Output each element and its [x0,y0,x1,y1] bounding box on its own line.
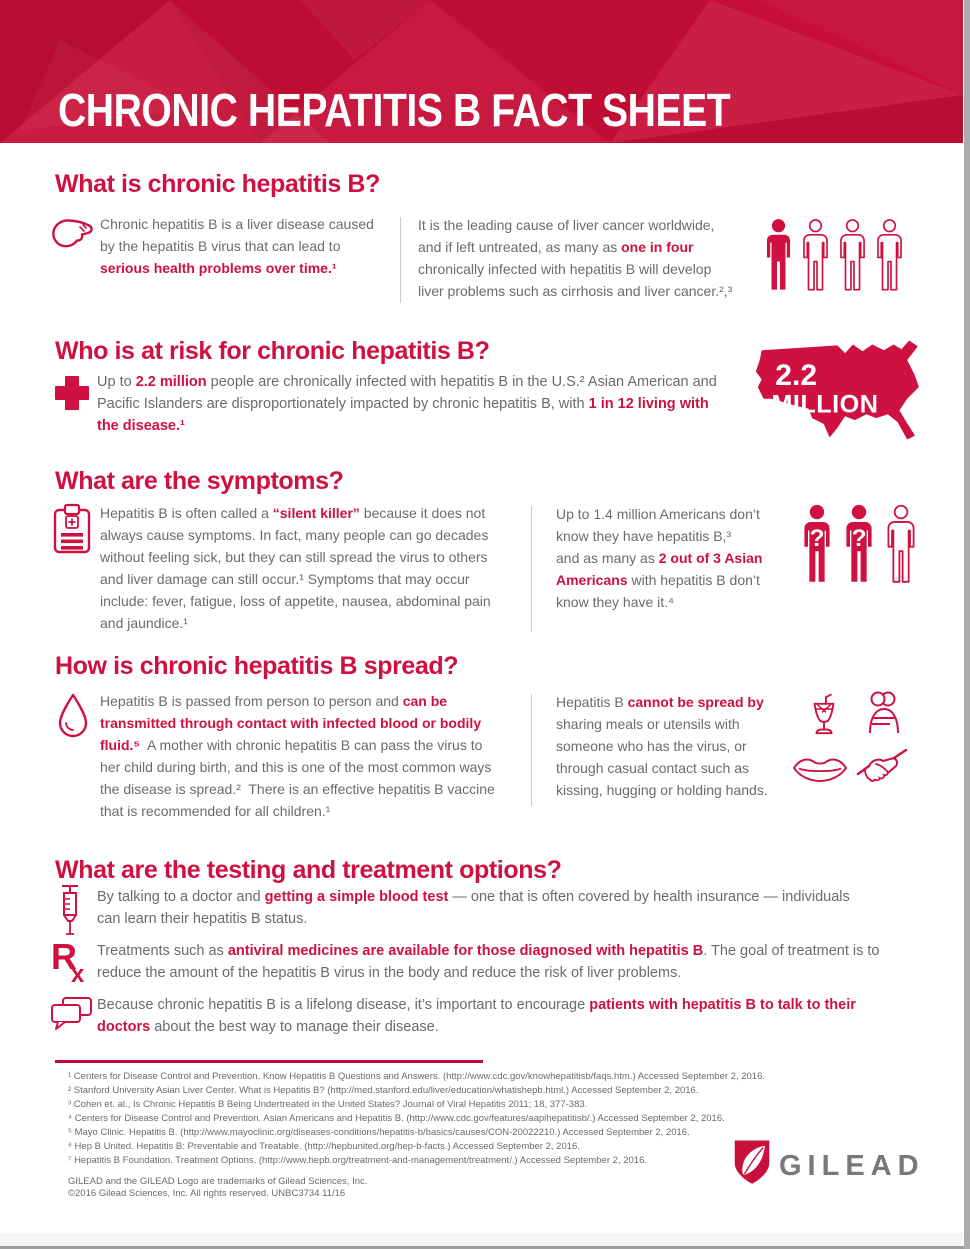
footnote-6: ⁶ Hep B United. Hepatitis B: Preventable and Treatable. (http://hepbunited.org/hep-b-facts.) Accessed September 2, 2016. [68,1141,580,1152]
section-heading-treatment: What are the testing and treatment options? [55,856,562,884]
usa-map-icon [752,336,946,446]
gilead-wordmark: GILEAD [779,1150,925,1182]
liver-icon [50,215,96,255]
footnote-1: ¹ Centers for Disease Control and Prevention. Know Hepatitis B Questions and Answers. (http://www.cdc.gov/knowhepatitisb/faqs.htm.) Accessed September 2, 2016. [68,1071,766,1082]
spread-left-paragraph: Hepatitis B is passed from person to person and can be transmitted through contact with infected blood or bodily fluid.⁵ A mother with chronic hepatitis B can pass the virus to her child during birth, and this is one of the most common ways the disease is spread.² There is an effective hepatitis B vaccine that is recommended for all children.¹ [100,693,495,819]
page-right-border [964,0,970,1249]
svg-text:x: x [71,961,85,984]
what-is-right-paragraph: It is the leading cause of liver cancer worldwide, and if left untreated, as many as one in four chronically infected with hepatitis B will develop liver problems such as cirrhosis and liver cancer.²,³ [418,217,733,299]
clipboard-icon [52,503,92,555]
unaware-infographic [799,497,919,591]
one-in-four-infographic [762,214,906,296]
person-icon-outline [873,214,906,296]
symptoms-right-paragraph: Up to 1.4 million Americans don’t know they have hepatitis B,³ and as many as 2 out of 3 Asian Americans with hepatitis B don’t know they have it.⁴ [556,506,763,610]
lips-icon [791,752,849,784]
map-stat-value: 2.2 [775,359,818,393]
syringe-icon [58,884,82,938]
footnote-4: ⁴ Centers for Disease Control and Prevention. Asian Americans and Hepatitis B. (http://www.cdc.gov/features/aapihepatitisb/.) Accessed September 2, 2016. [68,1113,725,1124]
svg-text:?: ? [809,524,825,552]
what-is-left-paragraph: Chronic hepatitis B is a liver disease caused by the hepatitis B virus that can lead to serious health problems over time.¹ [100,216,374,276]
treatment-item-3-text: Because chronic hepatitis B is a lifelong disease, it’s important to encourage patients with hepatitis B to talk to their doctors about the best way to manage their disease. [97,997,856,1035]
page-title: CHRONIC HEPATITIS B FACT SHEET [58,84,731,136]
column-divider [531,506,532,632]
column-divider [400,217,401,303]
person-icon-filled [762,214,795,296]
handshake-icon [856,746,908,788]
svg-text:?: ? [851,524,867,552]
header-banner [0,0,963,143]
who-risk-paragraph: Up to 2.2 million people are chronically infected with hepatitis B in the U.S.² Asian American and Pacific Islanders are disproportionately impacted by chronic hepatitis B, with 1 in 12 living with the disease.¹ [97,374,717,434]
section-heading-who-risk: Who is at risk for chronic hepatitis B? [55,337,490,365]
speech-bubbles-icon [50,996,94,1032]
gilead-shield-icon [733,1138,771,1188]
footnote-2: ² Stanford University Asian Liver Center. What is Hepatitis B? (http://med.stanford.edu/liver/education/whatishepb.html.) Accessed September 2, 2016. [68,1085,699,1096]
treatment-item-1-text: By talking to a doctor and getting a simple blood test — one that is often covered by health insurance — individuals can learn their hepatitis B status. [97,889,850,927]
footnote-7: ⁷ Hepatitis B Foundation. Treatment Options. (http://www.hepb.org/treatment-and-management/treatment/.) Accessed September 2, 2016. [68,1155,648,1166]
copyright-line: ©2016 Gilead Sciences, Inc. All rights reserved. UNBC3734 11/16 [68,1188,346,1199]
svg-text:R: R [51,938,77,977]
rx-icon [50,938,92,984]
person-icon-outline [883,497,919,591]
column-divider [531,694,532,806]
milkshake-icon [806,692,842,744]
trademark-line: GILEAD and the GILEAD Logo are trademarks of Gilead Sciences, Inc. [68,1176,368,1187]
person-question-icon [799,497,835,591]
section-heading-spread: How is chronic hepatitis B spread? [55,652,459,680]
person-question-icon [841,497,877,591]
section-heading-what-is: What is chronic hepatitis B? [55,170,380,198]
treatment-item-2-text: Treatments such as antiviral medicines are available for those diagnosed with hepatitis B. The goal of treatment is to reduce the amount of the hepatitis B virus in the body and reduce the risk of liver problems. [97,943,880,981]
map-stat-unit: MILLION [771,390,879,419]
hug-icon [864,691,904,739]
footnote-3: ³ Cohen et. al., Is Chronic Hepatitis B Being Undertreated in the United States? Journal of Viral Hepatitis 2011; 18, 377-383. [68,1099,588,1110]
medical-cross-icon [54,375,90,411]
footnote-5: ⁵ Mayo Clinic. Hepatitis B. (http://www.mayoclinic.org/diseases-conditions/hepatitis-b/basics/causes/CON-20022210.) Accessed September 2, 2016. [68,1127,690,1138]
person-icon-outline [799,214,832,296]
droplet-icon [56,692,90,738]
symptoms-left-paragraph: Hepatitis B is often called a “silent killer” because it does not always cause symptoms. In fact, many people can go decades without feeling sick, but they can still spread the virus to others and liver damage can still occur.¹ Symptoms that may occur include: fever, fatigue, loss of appetite, nausea, abdominal pain and jaundice.¹ [100,505,491,631]
section-heading-symptoms: What are the symptoms? [55,467,344,495]
person-icon-outline [836,214,869,296]
footnote-divider-rule [55,1060,483,1063]
page-bottom-edge [0,1233,963,1246]
spread-right-paragraph: Hepatitis B cannot be spread by sharing meals or utensils with someone who has the virus, or through casual contact such as kissing, hugging or holding hands. [556,694,768,798]
